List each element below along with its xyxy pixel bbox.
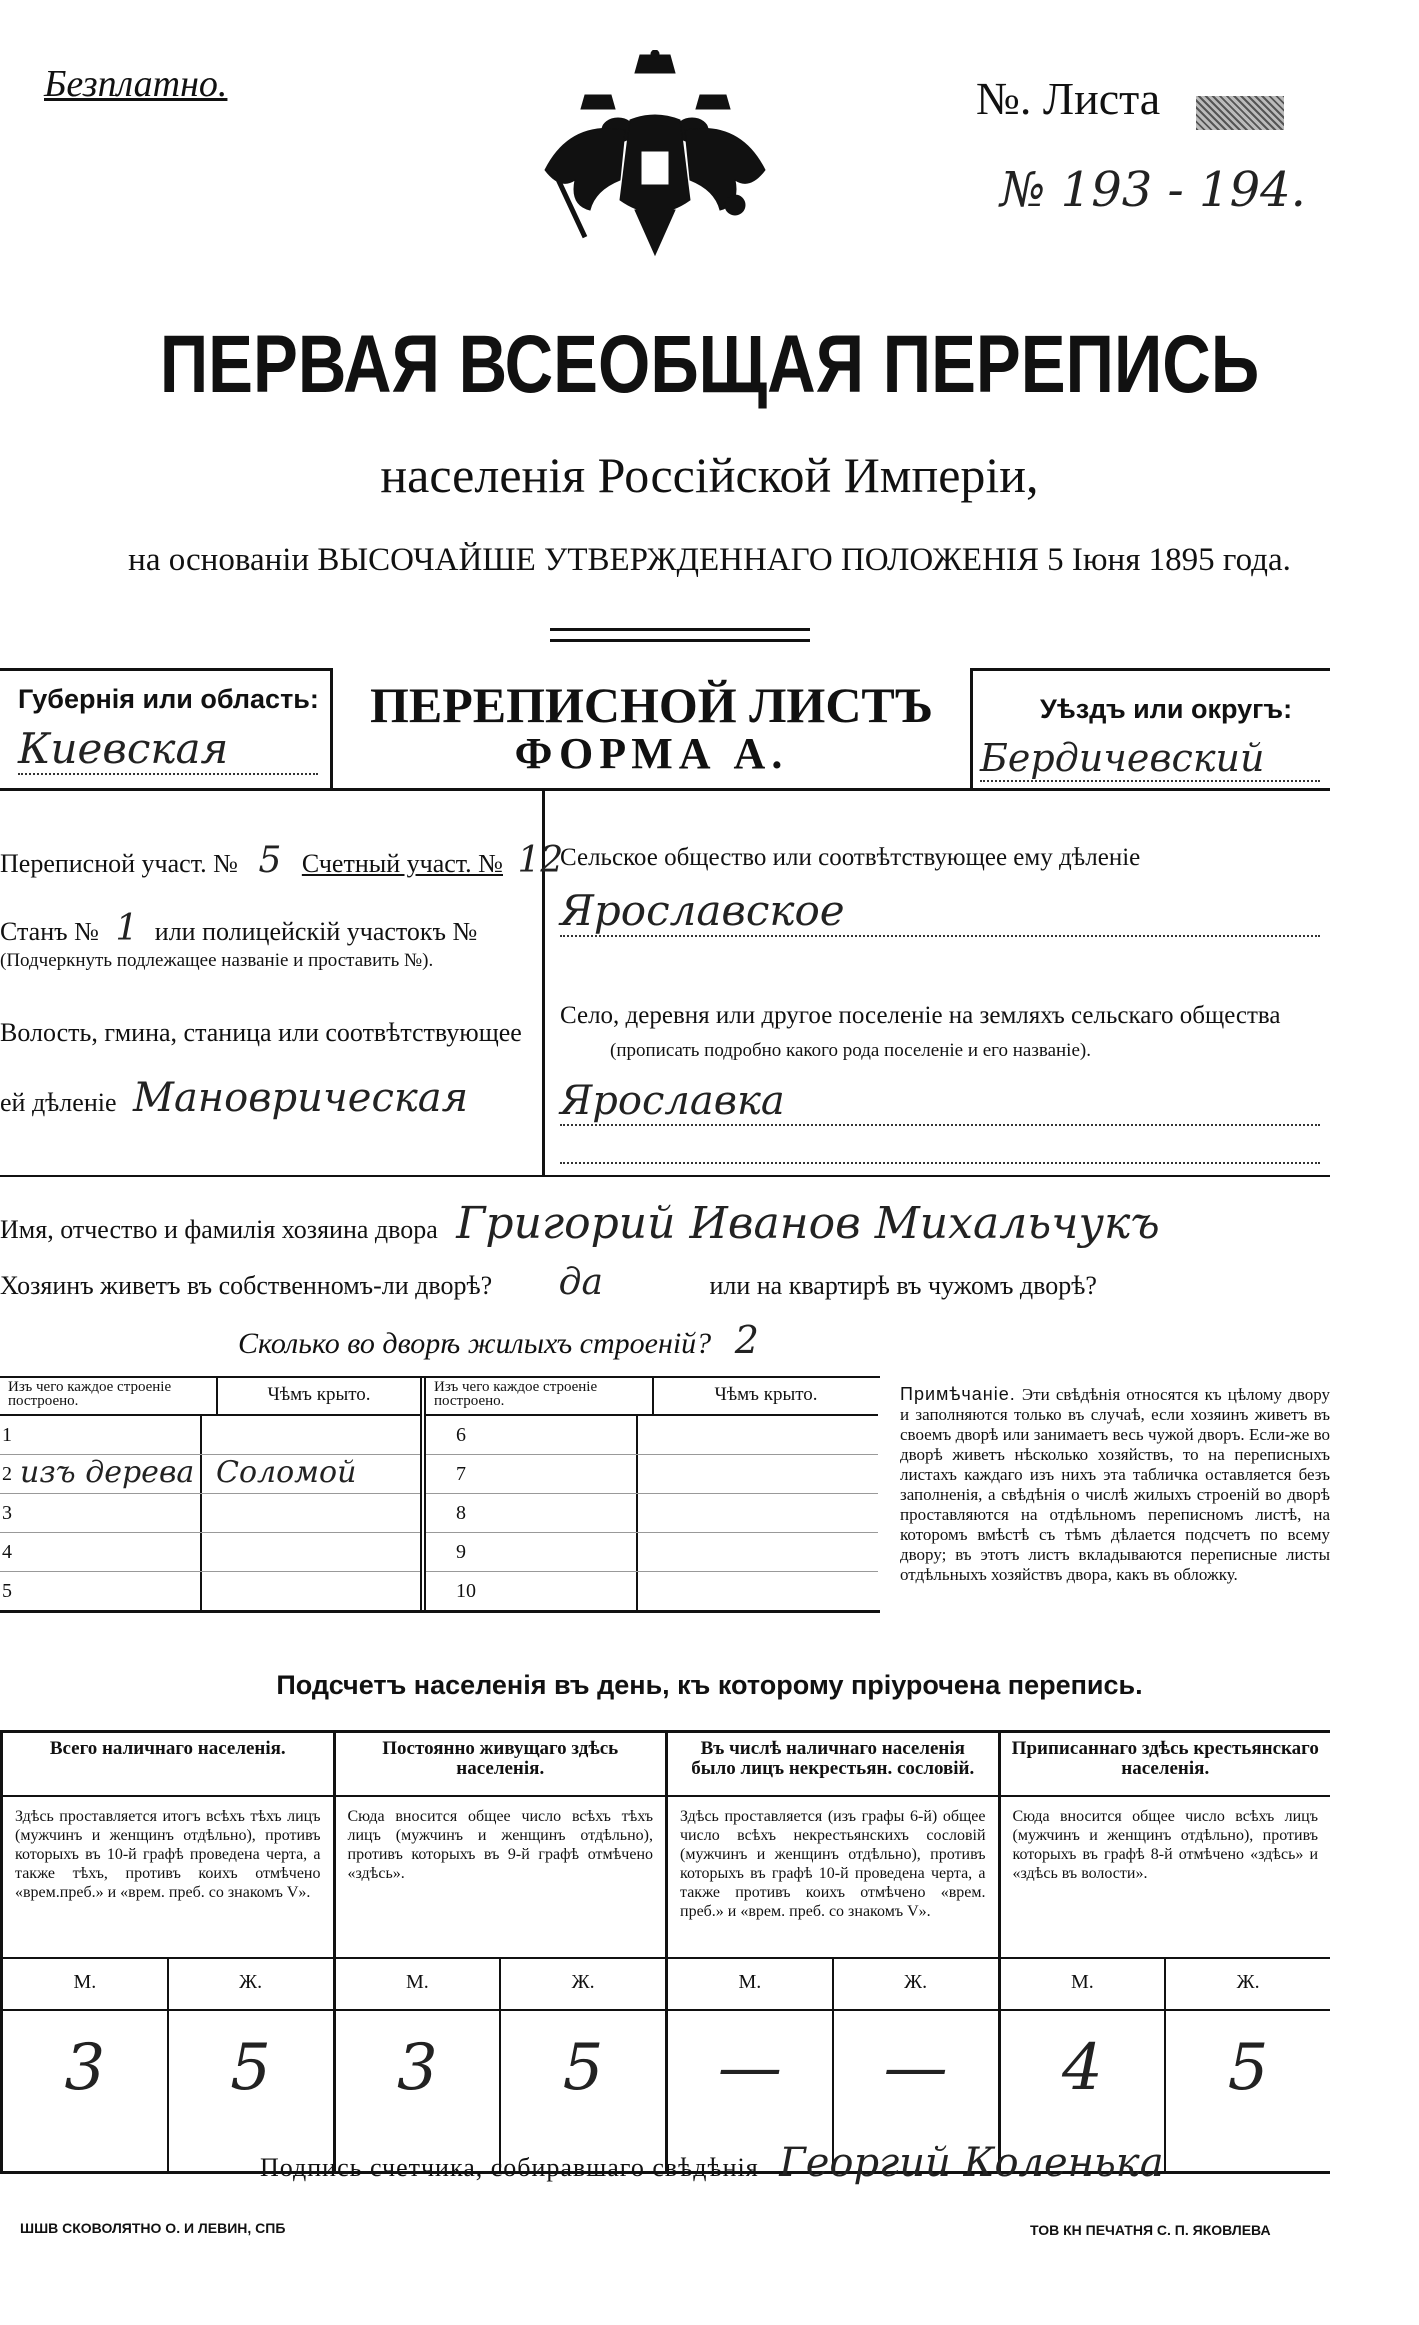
population-col-desc: Сюда вносится общее число всѣхъ лицъ (мужчинъ и женщинъ отдѣльно), противъ которыхъ въ графѣ 8-й отмѣчено «здѣсь» и «здѣсь въ волости». [1001, 1797, 1331, 1959]
buildings-value: 2 [734, 1318, 759, 1362]
building-row-number: 7 [456, 1463, 466, 1485]
building-row-number: 2 [2, 1463, 12, 1485]
population-col-desc: Здѣсь проставляется итогъ всѣхъ тѣхъ лицъ (мужчинъ и женщинъ отдѣльно), противъ которыхъ въ 10-й графѣ проведена черта, а также тѣхъ, противъ коихъ отмѣчено «врем.преб.» и «врем. преб. со знакомъ V». [3, 1797, 333, 1959]
form-title: ПЕРЕПИСНОЙ ЛИСТЪ [369, 677, 934, 733]
owner-name-row [0, 1198, 1160, 1249]
printer-left: ШШВ СКОВОЛЯТНО О. И ЛЕВИН, СПБ [20, 2220, 286, 2236]
building-roof-cell [202, 1494, 420, 1532]
building-row [0, 1416, 420, 1455]
building-row-number: 3 [2, 1502, 12, 1524]
society-value: Ярославское [560, 886, 1320, 937]
male-count: 3 [3, 2011, 169, 2171]
count-section-label: Счетный участ. № [301, 849, 503, 878]
building-material-cell [426, 1416, 638, 1454]
building-roof-cell [202, 1533, 420, 1571]
building-roof-cell [638, 1455, 878, 1493]
population-column [0, 1733, 333, 2171]
building-roof-cell: Соломой [216, 1455, 357, 1490]
village-value: Ярославка [560, 1078, 1320, 1126]
population-column [998, 1733, 1331, 2171]
gubernia-label: Губернія или область: [18, 684, 319, 714]
buildings-row [238, 1318, 759, 1362]
society-label: Сельское общество или соотвѣтствующее ему дѣленіе [560, 844, 1141, 871]
building-roof-cell [638, 1533, 878, 1571]
building-material-cell [426, 1572, 638, 1610]
population-col-desc: Здѣсь проставляется (изъ графы 6-й) общее число всѣхъ некрестьянскихъ сословій (мужчинъ и женщинъ отдѣльно), противъ которыхъ въ графѣ 10-й проведена черта, а также противъ коихъ отмѣчено «врем. преб.» и «врем. преб. со знакомъ V». [668, 1797, 998, 1959]
material-header-right: Изъ чего каждое строеніе построено. [426, 1378, 654, 1414]
building-row-number: 1 [2, 1424, 12, 1446]
building-row-number: 6 [456, 1424, 466, 1446]
roof-header-left: Чѣмъ крыто. [267, 1384, 371, 1405]
uezd-label: Уѣздъ или округъ: [1040, 694, 1293, 724]
population-col-title: Приписаннаго здѣсь крестьянскаго населенія. [1001, 1733, 1331, 1797]
population-table [0, 1730, 1330, 2174]
population-column [665, 1733, 998, 2171]
building-row [0, 1494, 420, 1533]
population-col-title: Въ числѣ наличнаго населенія было лицъ некрестьян. сословій. [668, 1733, 998, 1797]
building-material-cell [426, 1533, 638, 1571]
building-row [426, 1572, 878, 1610]
material-header-left: Изъ чего каждое строеніе построено. [0, 1378, 218, 1414]
note-title: Примѣчаніе. [900, 1384, 1016, 1404]
census-section-value: 5 [258, 840, 282, 881]
signature-value: Георгий Коленька [779, 2140, 1164, 2186]
sheet-number-stamp [1196, 96, 1284, 130]
male-count: — [668, 2011, 834, 2171]
basis-line: на основаніи ВЫСОЧАЙШЕ УТВЕРЖДЕННАГО ПОЛОЖЕНІЯ 5 Іюня 1895 года. [128, 542, 1291, 578]
own-yard-label: Хозяинъ живетъ въ собственномъ-ли дворѣ? [0, 1271, 493, 1300]
population-column [333, 1733, 666, 2171]
female-header: Ж. [904, 1971, 928, 1993]
male-count: 4 [1001, 2011, 1167, 2171]
population-heading: Подсчетъ населенія въ день, къ которому пріурочена перепись. [276, 1670, 1143, 1700]
male-header: М. [1001, 1959, 1167, 2009]
stan-value: 1 [115, 908, 139, 949]
female-header: Ж. [571, 1971, 595, 1993]
population-col-desc: Сюда вносится общее число всѣхъ тѣхъ лицъ (мужчинъ и женщинъ отдѣльно), противъ которыхъ въ 9-й графѣ отмѣчено «здѣсь». [336, 1797, 666, 1959]
sheet-number-label: №. Листа [976, 73, 1161, 124]
female-count: 5 [562, 2031, 604, 2105]
stan-row [0, 908, 477, 949]
building-material-cell [0, 1494, 202, 1532]
village-blank-line [560, 1160, 1320, 1164]
note-box [900, 1384, 1330, 1585]
village-note: (прописать подробно какого рода поселеніе и его названіе). [610, 1040, 1091, 1061]
owner-name-value: Григорий Иванов Михальчукъ [456, 1198, 1160, 1249]
female-count: 5 [230, 2031, 271, 2105]
female-count: 5 [1227, 2031, 1269, 2105]
subtitle: населенія Россійской Имперіи, [380, 447, 1039, 503]
building-material-cell [0, 1533, 202, 1571]
male-header: М. [3, 1959, 169, 2009]
building-material-value: изъ дерева [20, 1455, 195, 1490]
free-label: Безплатно. [44, 63, 228, 105]
female-header: Ж. [239, 1971, 263, 1993]
owner-residence-row [0, 1262, 1097, 1303]
building-row [426, 1416, 878, 1455]
volost-label-2: ей дѣленіе [0, 1088, 117, 1117]
building-row [426, 1494, 878, 1533]
building-material-cell [0, 1455, 202, 1493]
population-col-title: Постоянно живущаго здѣсь населенія. [336, 1733, 666, 1797]
count-section-value: 12 [517, 840, 564, 881]
rent-label: или на квартирѣ въ чужомъ дворѣ? [709, 1271, 1097, 1300]
building-roof-cell [638, 1572, 878, 1610]
owner-name-label: Имя, отчество и фамилія хозяина двора [0, 1215, 438, 1244]
stan-label: Станъ № [0, 917, 99, 946]
building-row [0, 1455, 420, 1494]
building-material-cell [0, 1572, 202, 1610]
building-material-cell [426, 1455, 638, 1493]
building-roof-cell [638, 1494, 878, 1532]
female-count: — [883, 2031, 948, 2105]
signature-row [260, 2140, 1164, 2186]
village-label: Село, деревня или другое поселеніе на земляхъ сельскаго общества [560, 1002, 1281, 1029]
building-row [426, 1533, 878, 1572]
buildings-label: Сколько во дворѣ жилыхъ строеній? [238, 1327, 712, 1360]
male-count: 3 [336, 2011, 502, 2171]
volost-label: Волость, гмина, станица или соотвѣтствующее [0, 1018, 522, 1047]
printer-right: ТОВ КН ПЕЧАТНЯ С. П. ЯКОВЛЕВА [1030, 2222, 1271, 2238]
volost-value: Мановрическая [133, 1075, 469, 1121]
building-row [426, 1455, 878, 1494]
building-row [0, 1533, 420, 1572]
census-section-row [0, 840, 571, 881]
building-row-number: 8 [456, 1502, 466, 1524]
male-header: М. [668, 1959, 834, 2009]
building-roof-cell [202, 1572, 420, 1610]
own-yard-value: да [558, 1262, 603, 1303]
uezd-value: Бердичевский [980, 736, 1320, 782]
form-subtitle: ФОРМА А. [514, 729, 789, 778]
main-title: ПЕРВАЯ ВСЕОБЩАЯ ПЕРЕПИСЬ [159, 319, 1260, 410]
sheet-number-value: № 193 - 194. [1000, 162, 1306, 218]
building-row-number: 5 [2, 1580, 12, 1602]
building-material-cell [0, 1416, 202, 1454]
buildings-table [0, 1376, 880, 1613]
roof-header-right: Чѣмъ крыто. [714, 1384, 818, 1405]
underline-note: (Подчеркнуть подлежащее названіе и проставить №). [0, 950, 434, 971]
signature-label: Подпись счетчика, собиравшаго свѣдѣнія [260, 2153, 759, 2182]
building-roof-cell [638, 1416, 878, 1454]
building-roof-cell [202, 1416, 420, 1454]
building-row [0, 1572, 420, 1610]
note-text: Эти свѣдѣнія относятся къ цѣлому двору и заполняются только въ случаѣ, если хозяинъ живетъ въ своемъ дворѣ или занимаетъ весь чужой дворъ. Если-же во дворѣ живетъ нѣсколько хозяйствъ, то на переписныхъ листахъ каждаго изъ нихъ эта табличка оставляется безъ заполненія, а свѣдѣнія о числѣ жилыхъ строеній во дворѣ проставляются на отдѣльномъ переписномъ листѣ, на которомъ вмѣстѣ съ тѣмъ дѣлается подсчетъ по всему двору; въ этотъ листъ вкладываются переписные листы отдѣльныхъ хозяйствъ двора, какъ въ обложку. [900, 1385, 1331, 1584]
building-row-number: 9 [456, 1541, 466, 1563]
building-row-number: 10 [456, 1580, 476, 1602]
female-header: Ж. [1236, 1971, 1260, 1993]
building-row-number: 4 [2, 1541, 12, 1563]
police-label: или полицейскій участокъ № [154, 917, 478, 946]
census-section-label: Переписной участ. № [0, 849, 238, 878]
population-col-title: Всего наличнаго населенія. [3, 1733, 333, 1797]
ornament-divider [550, 628, 810, 642]
building-material-cell [426, 1494, 638, 1532]
imperial-eagle-emblem [530, 50, 780, 260]
volost-row [0, 1075, 468, 1121]
male-header: М. [336, 1959, 502, 2009]
gubernia-value: Киевская [18, 724, 318, 775]
